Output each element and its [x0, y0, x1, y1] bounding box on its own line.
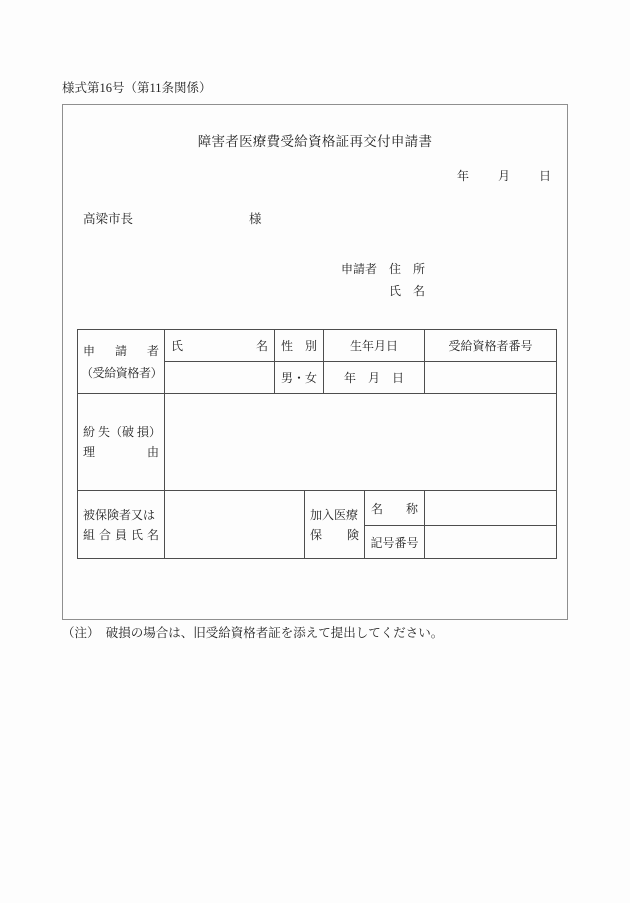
date-line: [457, 170, 551, 183]
birthdate-input-cell: 年 月 日: [324, 362, 425, 394]
form-code-label: 様式第16号（第11条関係）: [62, 81, 212, 95]
insured-name-input-cell: [165, 491, 305, 559]
honorific-label: 様: [249, 212, 262, 226]
insurance-label-line2: 保 険: [310, 527, 359, 542]
beneficiary-number-header-cell: 受給資格者番号: [425, 330, 557, 362]
loss-reason-label-line1: 紛 失（破 損）: [83, 425, 162, 439]
insurance-name-header: 名 称: [371, 501, 419, 516]
footnote: （注） 破損の場合は、旧受給資格者証を添えて提出してください。: [62, 626, 444, 640]
name-header-cell: [165, 330, 275, 362]
sex-header: 性 別: [281, 339, 317, 353]
form-frame: [62, 104, 568, 620]
insurance-number-header-cell: 記号番号: [365, 526, 425, 559]
insurance-number-input-cell: [425, 526, 557, 559]
name-input-cell: [165, 362, 275, 394]
loss-reason-input-cell: [165, 394, 557, 491]
date-year-label: 年: [456, 169, 469, 183]
applicant-name-line: 氏 名: [389, 284, 426, 298]
loss-reason-label-cell: [78, 394, 165, 491]
applicant-address-line: 申請者 住 所: [341, 262, 426, 276]
application-form-table: [77, 329, 557, 559]
applicant-signature-block: [341, 258, 425, 302]
birthdate-header-cell: 生年月日: [324, 330, 425, 362]
addressee-name: 高梁市長: [83, 212, 134, 226]
insurance-name-input-cell: [425, 491, 557, 526]
loss-reason-label-line2: 理 由: [83, 445, 159, 459]
form-title: 障害者医療費受給資格証再交付申請書: [197, 134, 433, 149]
addressee-line: [83, 213, 557, 227]
insurance-name-header-cell: [365, 491, 425, 526]
name-header: 氏 名: [171, 339, 268, 353]
sex-header-cell: [275, 330, 324, 362]
applicant-label: 申 請 者: [83, 343, 159, 358]
insured-label-line2: 組 合 員 氏 名: [83, 527, 159, 542]
date-month-label: 月: [497, 169, 510, 183]
insurance-label-line1: 加入医療: [310, 507, 359, 522]
insured-label-line1: 被保険者又は: [83, 507, 156, 522]
insured-name-label-cell: [78, 491, 165, 559]
insurance-label-cell: [305, 491, 365, 559]
sex-value-cell: 男・女: [275, 362, 324, 394]
applicant-label-cell: [78, 330, 165, 394]
applicant-label-sub: （受給資格者）: [81, 365, 163, 380]
beneficiary-number-input-cell: [425, 362, 557, 394]
date-day-label: 日: [538, 169, 551, 183]
